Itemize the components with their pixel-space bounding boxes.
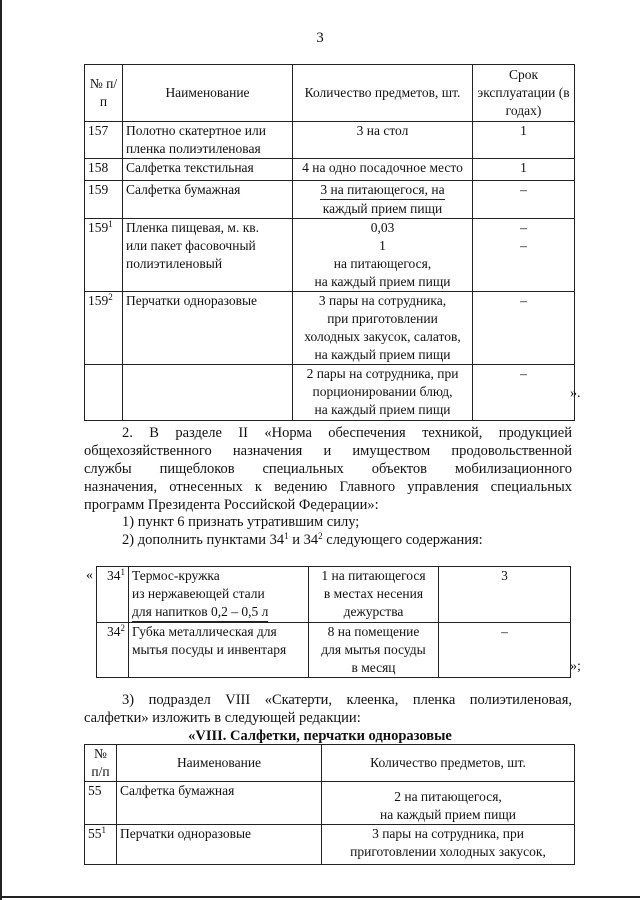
row-number: $34^1$	[97, 567, 129, 623]
row-number: $34^2$	[97, 623, 129, 678]
row-number	[85, 365, 123, 421]
header-term: Срок эксплуатации (в годах)	[473, 65, 575, 122]
header-num: № п/п	[85, 745, 117, 782]
paragraph-line: 3) подраздел VIII «Скатерти, клеенка, пленка полиэтиленовая,	[122, 692, 572, 708]
table-row	[85, 122, 575, 159]
table-row	[97, 623, 571, 678]
paragraph-2	[84, 424, 572, 514]
table-row	[85, 365, 575, 421]
item-name: Пленка пищевая, м. кв. или пакет фасовочный полиэтиленовый	[123, 219, 293, 292]
paragraph-line: 2. В разделе II «Норма обеспечения техникой, продукцией	[122, 425, 572, 441]
table-norms-1	[84, 64, 575, 421]
table-header-row	[85, 745, 575, 782]
item-name: Термос-кружка из нержавеющей стали для напитков 0,2 – 0,5 л	[129, 567, 309, 623]
item-name: Губка металлическая для мытья посуды и инвентаря	[129, 623, 309, 678]
row-number: $55^1$	[85, 825, 117, 865]
header-num: № п/п	[85, 65, 123, 122]
item-term: 1	[473, 122, 575, 159]
table-header-row	[85, 65, 575, 122]
table-row	[85, 825, 575, 865]
header-qty: Количество предметов, шт.	[293, 65, 473, 122]
item-term: –	[473, 292, 575, 365]
table-row	[85, 292, 575, 365]
table-row	[85, 782, 575, 825]
paragraph-line: общехозяйственного назначения и имуществом продовольственной	[84, 443, 572, 459]
closing-quote-2: »;	[570, 659, 581, 674]
item-qty: 4 на одно посадочное место	[293, 159, 473, 181]
row-number: 159	[85, 181, 123, 219]
item-name: Перчатки одноразовые	[123, 292, 293, 365]
item-name: Перчатки одноразовые	[117, 825, 322, 865]
item-term: –	[473, 365, 575, 421]
table-norms-2	[96, 566, 571, 678]
row-number: 158	[85, 159, 123, 181]
table-norms-3	[84, 744, 575, 865]
item-qty: 2 пары на сотрудника, при порционировании блюд, на каждый прием пищи	[293, 365, 473, 421]
item-qty: 0,03 1 на питающегося, на каждый прием пищи	[293, 219, 473, 292]
paragraph-line: назначения, отнесенных к ведению Главного управления специальных	[84, 479, 572, 495]
item-qty: 3 пары на сотрудника, при приготовлении холодных закусок, салатов, на каждый прием пищи	[293, 292, 473, 365]
row-number: $159^1$	[85, 219, 123, 292]
table-row	[85, 219, 575, 292]
item-qty: 2 на питающегося, на каждый прием пищи	[322, 782, 575, 825]
item-term: 1	[473, 159, 575, 181]
header-name: Наименование	[117, 745, 322, 782]
item-qty: 8 на помещение для мытья посуды в месяц	[309, 623, 439, 678]
paragraph-line: салфетки» изложить в следующей редакции:	[84, 710, 361, 726]
header-qty: Количество предметов, шт.	[322, 745, 575, 782]
page-left-border	[0, 0, 2, 900]
item-qty: 1 на питающегося в местах несения дежурства	[309, 567, 439, 623]
row-number: 55	[85, 782, 117, 825]
item-qty: 3 на питающегося, на каждый прием пищи	[293, 181, 473, 219]
item-name: Салфетка бумажная	[123, 181, 293, 219]
page-number: 3	[316, 30, 324, 46]
item-name: Полотно скатертное или пленка полиэтиленовая	[123, 122, 293, 159]
item-term: –	[439, 623, 571, 678]
item-qty: 3 пары на сотрудника, при приготовлении холодных закусок,	[322, 825, 575, 865]
item-1-text: 1) пункт 6 признать утратившим силу;	[122, 514, 360, 530]
section-title: «VIII. Салфетки, перчатки одноразовые	[188, 728, 452, 744]
paragraph-line: программ Президента Российской Федерации»:	[84, 497, 379, 513]
item-term: – –	[473, 219, 575, 292]
table-row	[85, 159, 575, 181]
item-term: –	[473, 181, 575, 219]
header-name: Наименование	[123, 65, 293, 122]
table-row	[85, 181, 575, 219]
paragraph-line: службы пищеблоков специальных объектов мобилизационного	[84, 461, 572, 477]
item-name	[123, 365, 293, 421]
row-number: 157	[85, 122, 123, 159]
opening-quote-2: «	[86, 568, 93, 583]
item-term: 3	[439, 567, 571, 623]
item-name: Салфетка текстильная	[123, 159, 293, 181]
page-bottom-border	[0, 896, 640, 898]
closing-quote-1: ».	[570, 386, 581, 401]
item-2-text: 2) дополнить пунктами $34^1$ и $34^2$ следующего содержания:	[122, 531, 483, 548]
table-row	[97, 567, 571, 623]
paragraph-3	[84, 691, 572, 727]
item-qty: 3 на стол	[293, 122, 473, 159]
row-number: $159^2$	[85, 292, 123, 365]
item-name: Салфетка бумажная	[117, 782, 322, 825]
